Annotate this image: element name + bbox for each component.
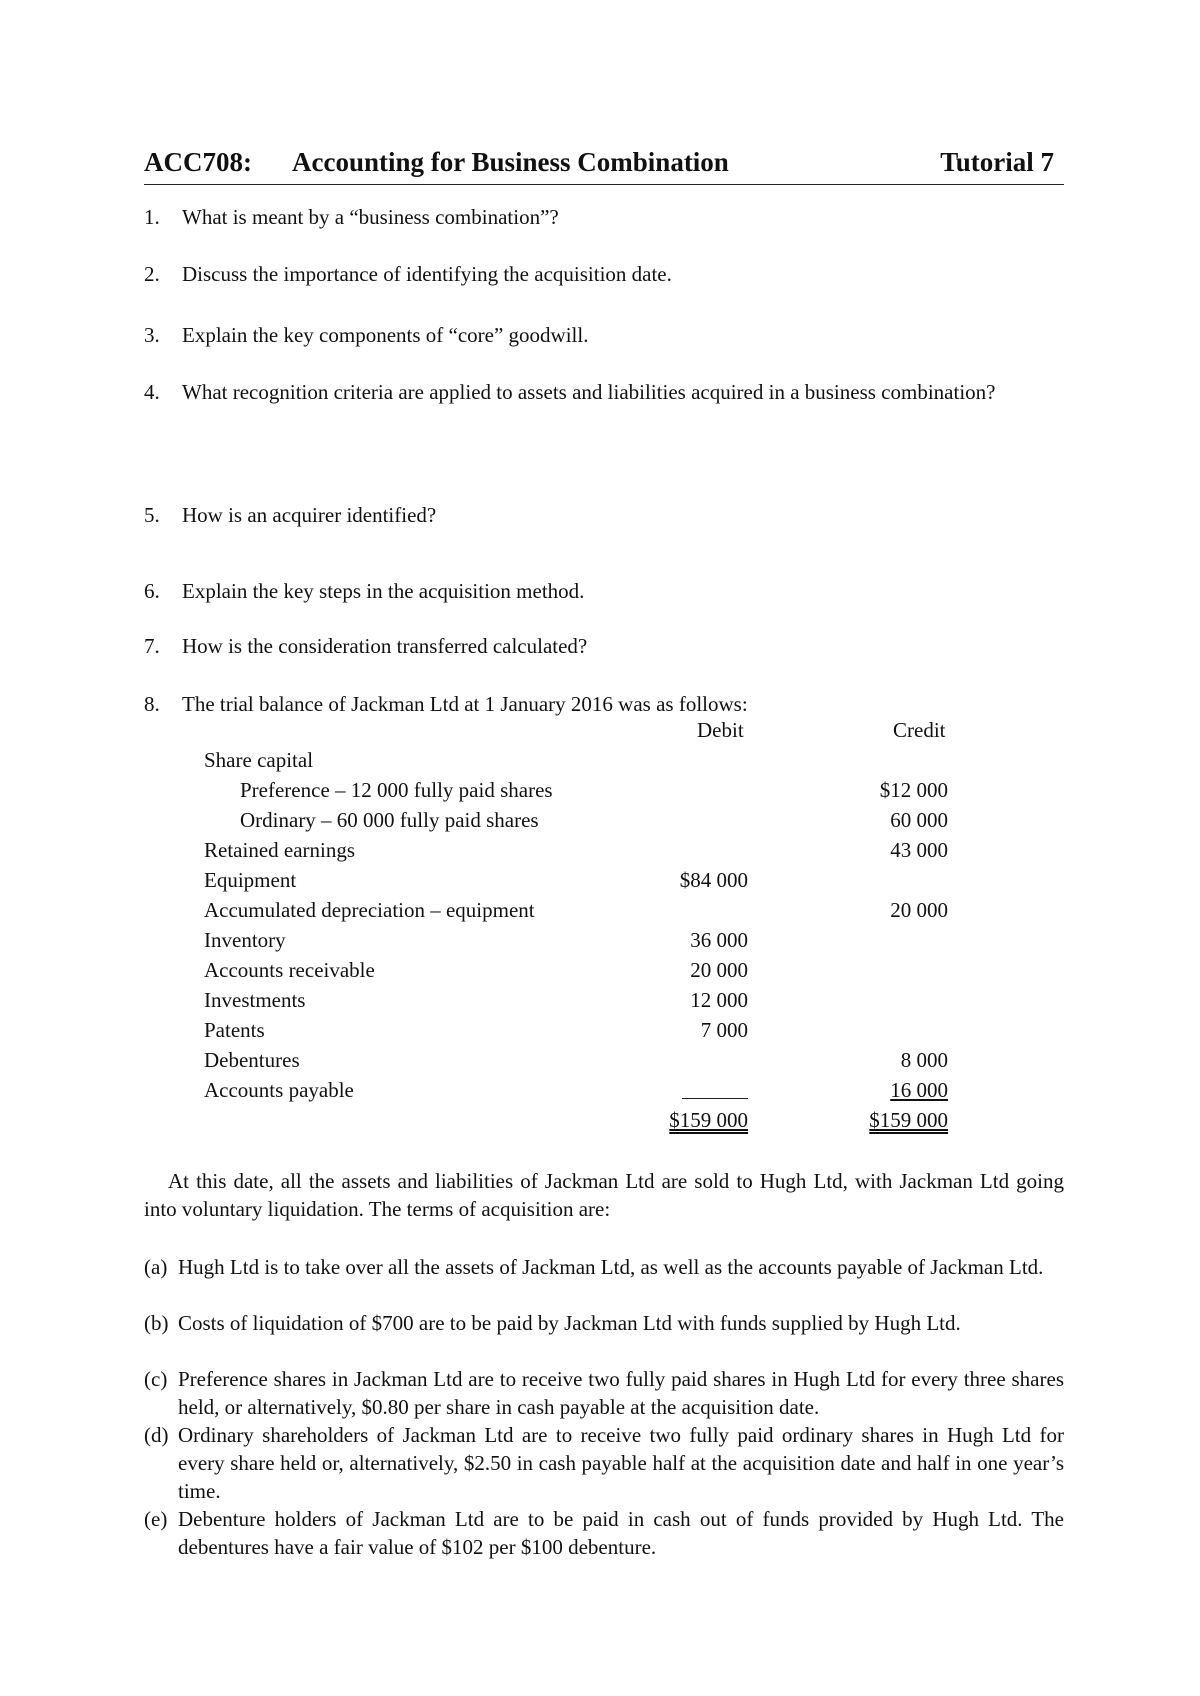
row-label: Preference – 12 000 fully paid shares: [240, 778, 553, 802]
debit-value: 36 000: [690, 928, 748, 952]
term-text: Hugh Ltd is to take over all the assets of Jackman Ltd, as well as the accounts payable of Jackman Ltd.: [178, 1255, 1044, 1279]
term-text: Debenture holders of Jackman Ltd are to be paid in cash out of funds provided by Hugh Ltd. The debentures have a fair value of $102 per $100 debenture.: [178, 1507, 1064, 1559]
credit-value: 20 000: [890, 898, 948, 922]
debit-value: 7 000: [700, 1018, 748, 1042]
totals-row: [0, 1106, 1200, 1134]
table-row: [0, 956, 1200, 984]
credit-value: 43 000: [890, 838, 948, 862]
table-row: [0, 1076, 1200, 1104]
tutorial-number: Tutorial 7: [940, 147, 1054, 177]
question-text: The trial balance of Jackman Ltd at 1 January 2016 was as follows:: [182, 692, 748, 716]
document-header: [144, 144, 1064, 185]
term-label: (a): [144, 1255, 168, 1279]
question-number: 2.: [144, 262, 160, 286]
question-text: How is an acquirer identified?: [182, 503, 437, 527]
row-label: Accumulated depreciation – equipment: [204, 898, 535, 922]
row-label: Equipment: [204, 868, 297, 892]
debit-value: 12 000: [690, 988, 748, 1012]
credit-column-header: Credit: [893, 718, 946, 742]
term-label: (d): [144, 1423, 169, 1447]
row-label: Retained earnings: [204, 838, 356, 862]
table-row: [0, 746, 1200, 774]
question-text: Explain the key components of “core” goodwill.: [182, 323, 589, 347]
row-label: Share capital: [204, 748, 314, 772]
table-row: [0, 896, 1200, 924]
question-number: 6.: [144, 579, 160, 603]
debit-value: 20 000: [690, 958, 748, 982]
course-title: Accounting for Business Combination: [292, 147, 729, 177]
term-label: (b): [144, 1311, 169, 1335]
debit-value: $84 000: [679, 868, 748, 892]
table-row: [0, 1016, 1200, 1044]
row-label: Investments: [204, 988, 306, 1012]
row-label: Accounts receivable: [204, 958, 375, 982]
table-row: [0, 986, 1200, 1014]
total-debit: $159 000: [669, 1108, 748, 1132]
row-label: Patents: [204, 1018, 265, 1042]
debit-underline: [682, 1098, 748, 1099]
question-text: What recognition criteria are applied to assets and liabilities acquired in a business combination?: [182, 380, 996, 404]
row-label: Accounts payable: [204, 1078, 354, 1102]
row-label: Ordinary – 60 000 fully paid shares: [240, 808, 539, 832]
table-row: [0, 836, 1200, 864]
term-text: Ordinary shareholders of Jackman Ltd are to receive two fully paid ordinary shares in Hugh Ltd for every share held or, alternatively, $2.50 in cash payable half at the acquisition date and half in one year’s time.: [178, 1423, 1064, 1503]
question-number: 1.: [144, 205, 160, 229]
table-row: [0, 806, 1200, 834]
question-text: Discuss the importance of identifying the acquisition date.: [182, 262, 672, 286]
question-text: What is meant by a “business combination”?: [182, 205, 559, 229]
table-row: [0, 776, 1200, 804]
question-number: 5.: [144, 503, 160, 527]
question-number: 4.: [144, 380, 160, 404]
credit-value: $12 000: [879, 778, 948, 802]
total-credit: $159 000: [869, 1108, 948, 1132]
question-number: 8.: [144, 692, 160, 716]
term-text: Costs of liquidation of $700 are to be paid by Jackman Ltd with funds supplied by Hugh Ltd.: [178, 1311, 961, 1335]
credit-value: 16 000: [890, 1078, 948, 1102]
question-text: Explain the key steps in the acquisition method.: [182, 579, 585, 603]
table-row: [0, 866, 1200, 894]
trial-balance-header: [0, 716, 1200, 744]
question-number: 3.: [144, 323, 160, 347]
row-label: Inventory: [204, 928, 286, 952]
credit-value: 8 000: [900, 1048, 948, 1072]
row-label: Debentures: [204, 1048, 300, 1072]
question-text: How is the consideration transferred calculated?: [182, 634, 588, 658]
debit-column-header: Debit: [697, 718, 744, 742]
term-label: (e): [144, 1507, 168, 1531]
credit-value: 60 000: [890, 808, 948, 832]
course-code: ACC708:: [144, 147, 252, 177]
table-row: [0, 926, 1200, 954]
intro-paragraph: At this date, all the assets and liabilities of Jackman Ltd are sold to Hugh Ltd, with Jackman Ltd going into voluntary liquidation. The terms of acquisition are:: [144, 1169, 1064, 1221]
question-number: 7.: [144, 634, 160, 658]
term-label: (c): [144, 1367, 168, 1391]
table-row: [0, 1046, 1200, 1074]
term-text: Preference shares in Jackman Ltd are to receive two fully paid shares in Hugh Ltd for every three shares held, or alternatively, $0.80 per share in cash payable at the acquisition date.: [178, 1367, 1064, 1419]
